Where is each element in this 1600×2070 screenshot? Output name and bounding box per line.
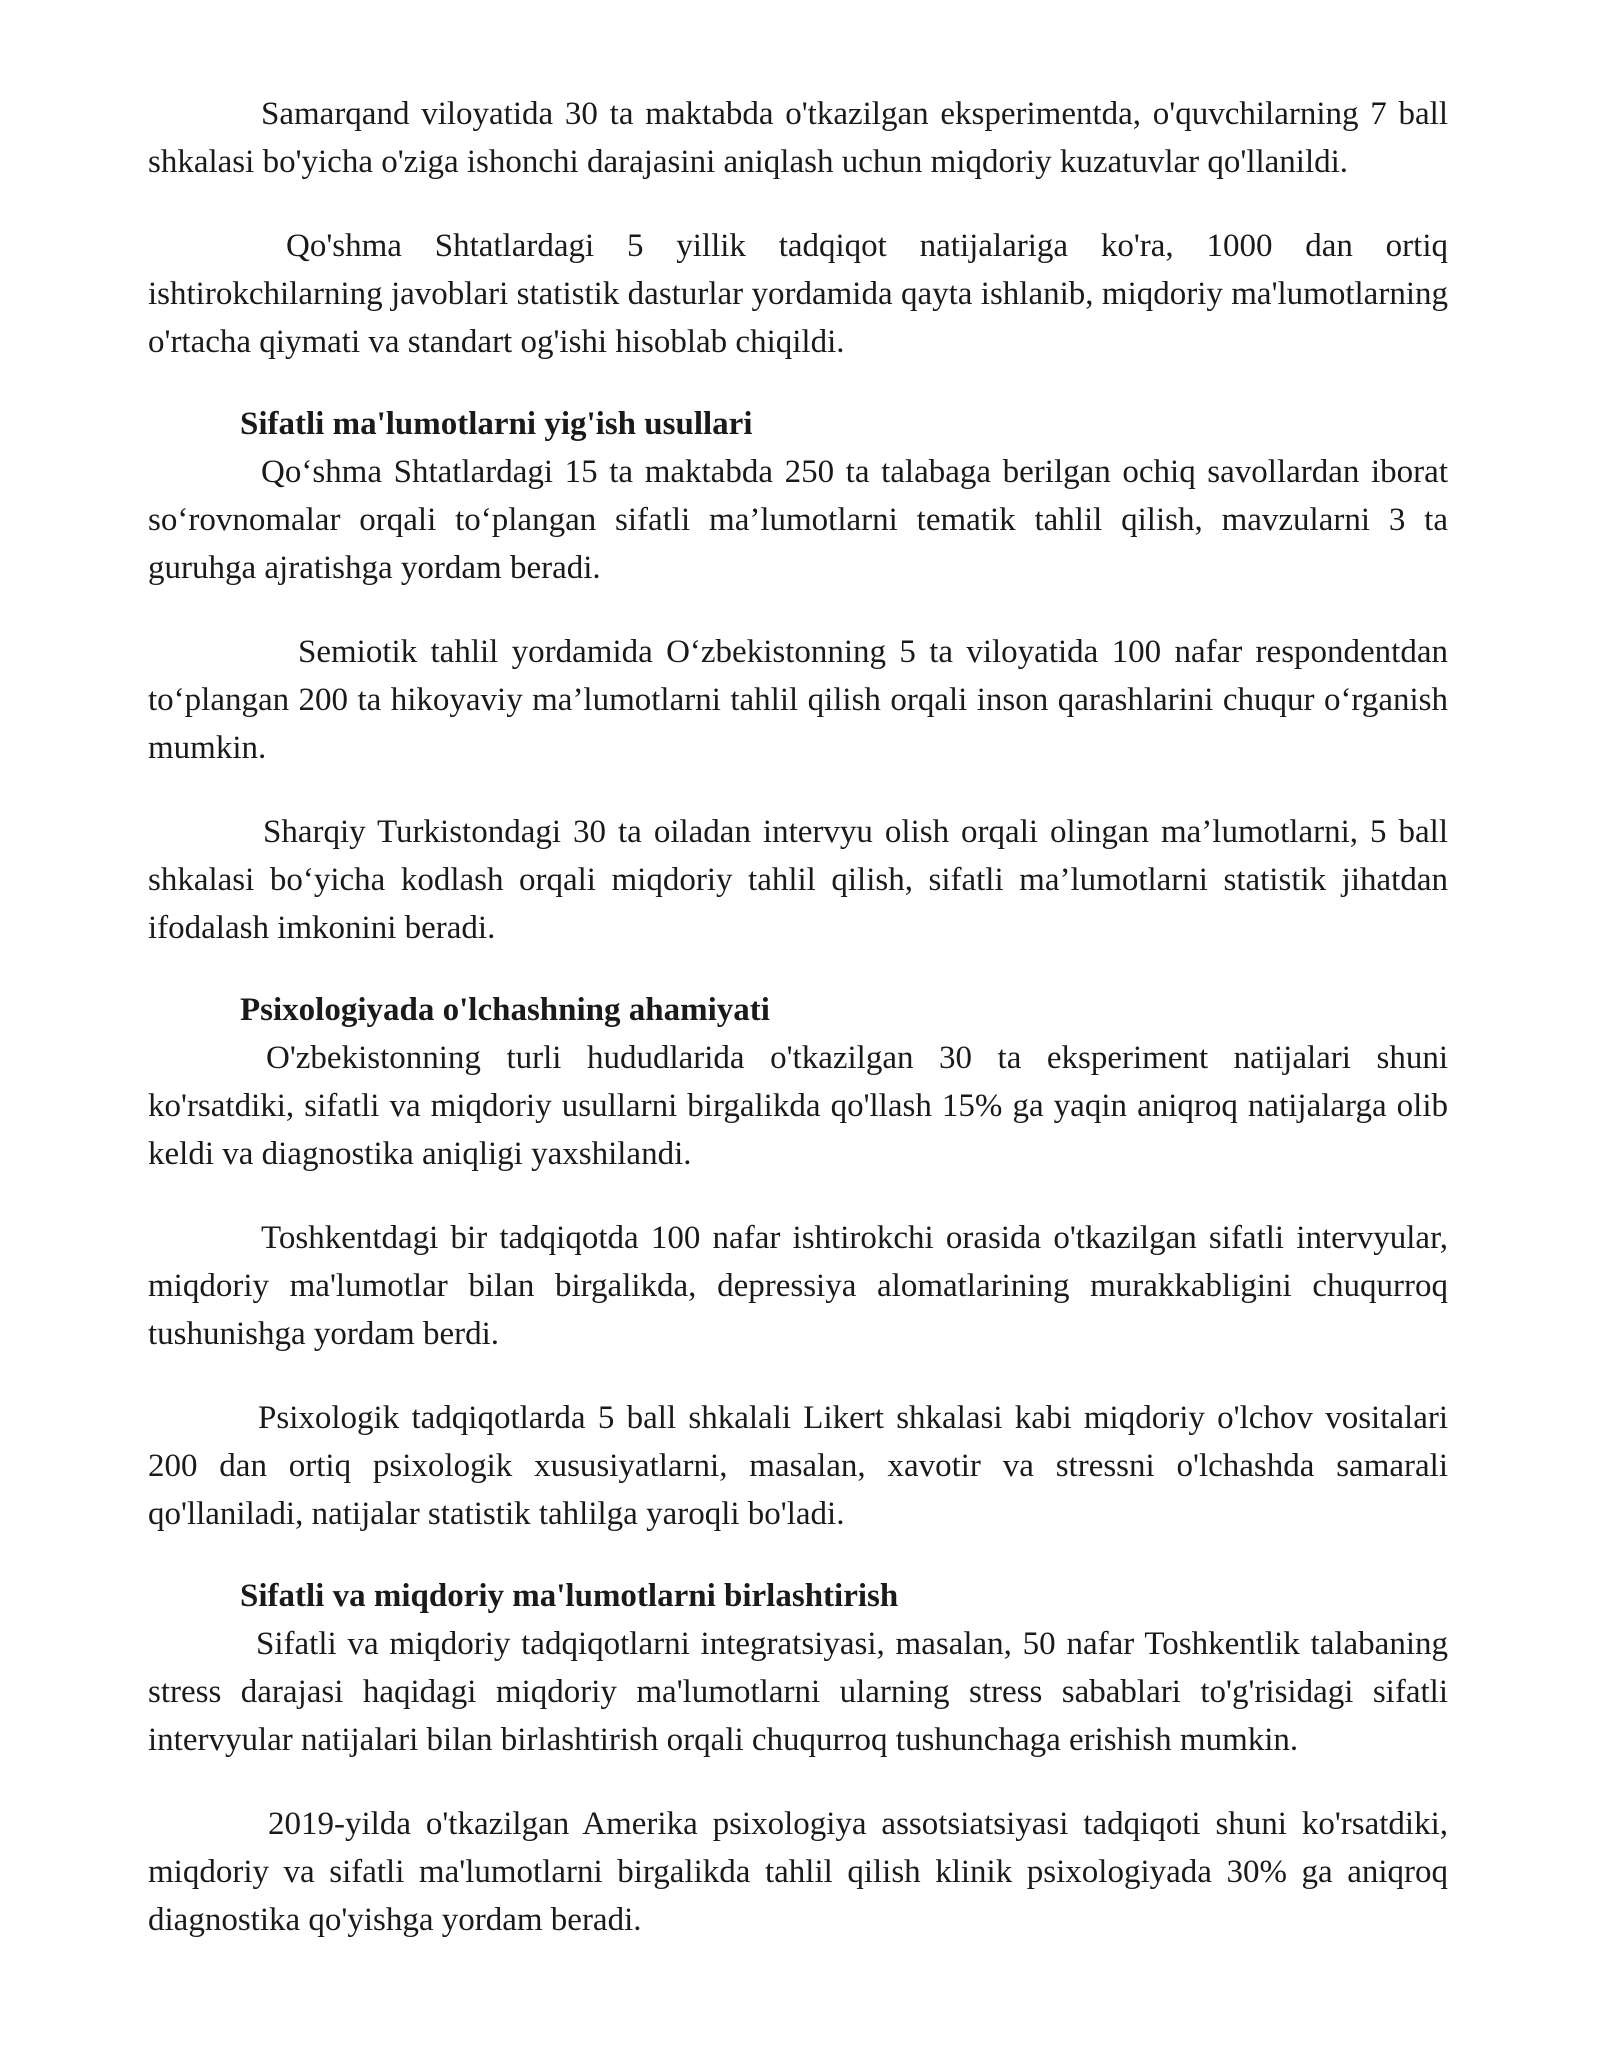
paragraph-integration-example: Sifatli va miqdoriy tadqiqotlarni integratsiyasi, masalan, 50 nafar Toshkentlik talabaning stress darajasi haqidagi miqdoriy ma'lumotlarni ularning stress sabablari to'g'risidagi sifatli intervyular natijalari bilan birlashtirish orqali chuqurroq tushunchaga erishish mumkin.: [148, 1626, 1448, 1758]
section-heading-qualitative-methods: Sifatli ma'lumotlarni yig'ish usullari: [240, 406, 753, 442]
paragraph-uzbekistan-experiments: O'zbekistonning turli hududlarida o'tkazilgan 30 ta eksperiment natijalari shuni ko'rsatdiki, sifatli va miqdoriy usullarni birgalikda qo'llash 15% ga yaqin aniqroq natijalarga olib keldi va diagnostika aniqligi yaxshilandi.: [148, 1040, 1448, 1172]
section-heading-measurement-importance: Psixologiyada o'lchashning ahamiyati: [240, 992, 770, 1028]
paragraph-usa-schools-survey: Qo‘shma Shtatlardagi 15 ta maktabda 250 ta talabaga berilgan ochiq savollardan iborat so‘rovnomalar orqali to‘plangan sifatli ma’lumotlarni tematik tahlil qilish, mavzularni 3 ta guruhga ajratishga yordam beradi.: [148, 454, 1448, 586]
paragraph-samarqand-experiment: Samarqand viloyatida 30 ta maktabda o'tkazilgan eksperimentda, o'quvchilarning 7 ball shkalasi bo'yicha o'ziga ishonchi darajasini aniqlash uchun miqdoriy kuzatuvlar qo'llanildi.: [148, 96, 1448, 180]
paragraph-likert-scale: Psixologik tadqiqotlarda 5 ball shkalali Likert shkalasi kabi miqdoriy o'lchov vositalari 200 dan ortiq psixologik xususiyatlarni, masalan, xavotir va stressni o'lchashda samarali qo'llaniladi, natijalar statistik tahlilga yaroqli bo'ladi.: [148, 1400, 1448, 1532]
paragraph-semiotic-analysis: Semiotik tahlil yordamida O‘zbekistonning 5 ta viloyatida 100 nafar respondentdan to‘plangan 200 ta hikoyaviy ma’lumotlarni tahlil qilish orqali inson qarashlarini chuqur o‘rganish mumkin.: [148, 634, 1448, 766]
paragraph-apa-2019-study: 2019-yilda o'tkazilgan Amerika psixologiya assotsiatsiyasi tadqiqoti shuni ko'rsatdiki, miqdoriy va sifatli ma'lumotlarni birgalikda tahlil qilish klinik psixologiyada 30% ga aniqroq diagnostika qo'yishga yordam beradi.: [148, 1806, 1448, 1938]
paragraph-east-turkistan-interviews: Sharqiy Turkistondagi 30 ta oiladan intervyu olish orqali olingan ma’lumotlarni, 5 ball shkalasi bo‘yicha kodlash orqali miqdoriy tahlil qilish, sifatli ma’lumotlarni statistik jihatdan ifodalash imkonini beradi.: [148, 814, 1448, 946]
document-page: [148, 90, 1448, 1944]
paragraph-usa-five-year-study: Qo'shma Shtatlardagi 5 yillik tadqiqot natijalariga ko'ra, 1000 dan ortiq ishtirokchilarning javoblari statistik dasturlar yordamida qayta ishlanib, miqdoriy ma'lumotlarning o'rtacha qiymati va standart og'ishi hisoblab chiqildi.: [148, 228, 1448, 360]
section-heading-combining-data: Sifatli va miqdoriy ma'lumotlarni birlashtirish: [240, 1578, 899, 1614]
paragraph-tashkent-depression-study: Toshkentdagi bir tadqiqotda 100 nafar ishtirokchi orasida o'tkazilgan sifatli intervyular, miqdoriy ma'lumotlar bilan birgalikda, depressiya alomatlarining murakkabligini chuqurroq tushunishga yordam berdi.: [148, 1220, 1448, 1352]
